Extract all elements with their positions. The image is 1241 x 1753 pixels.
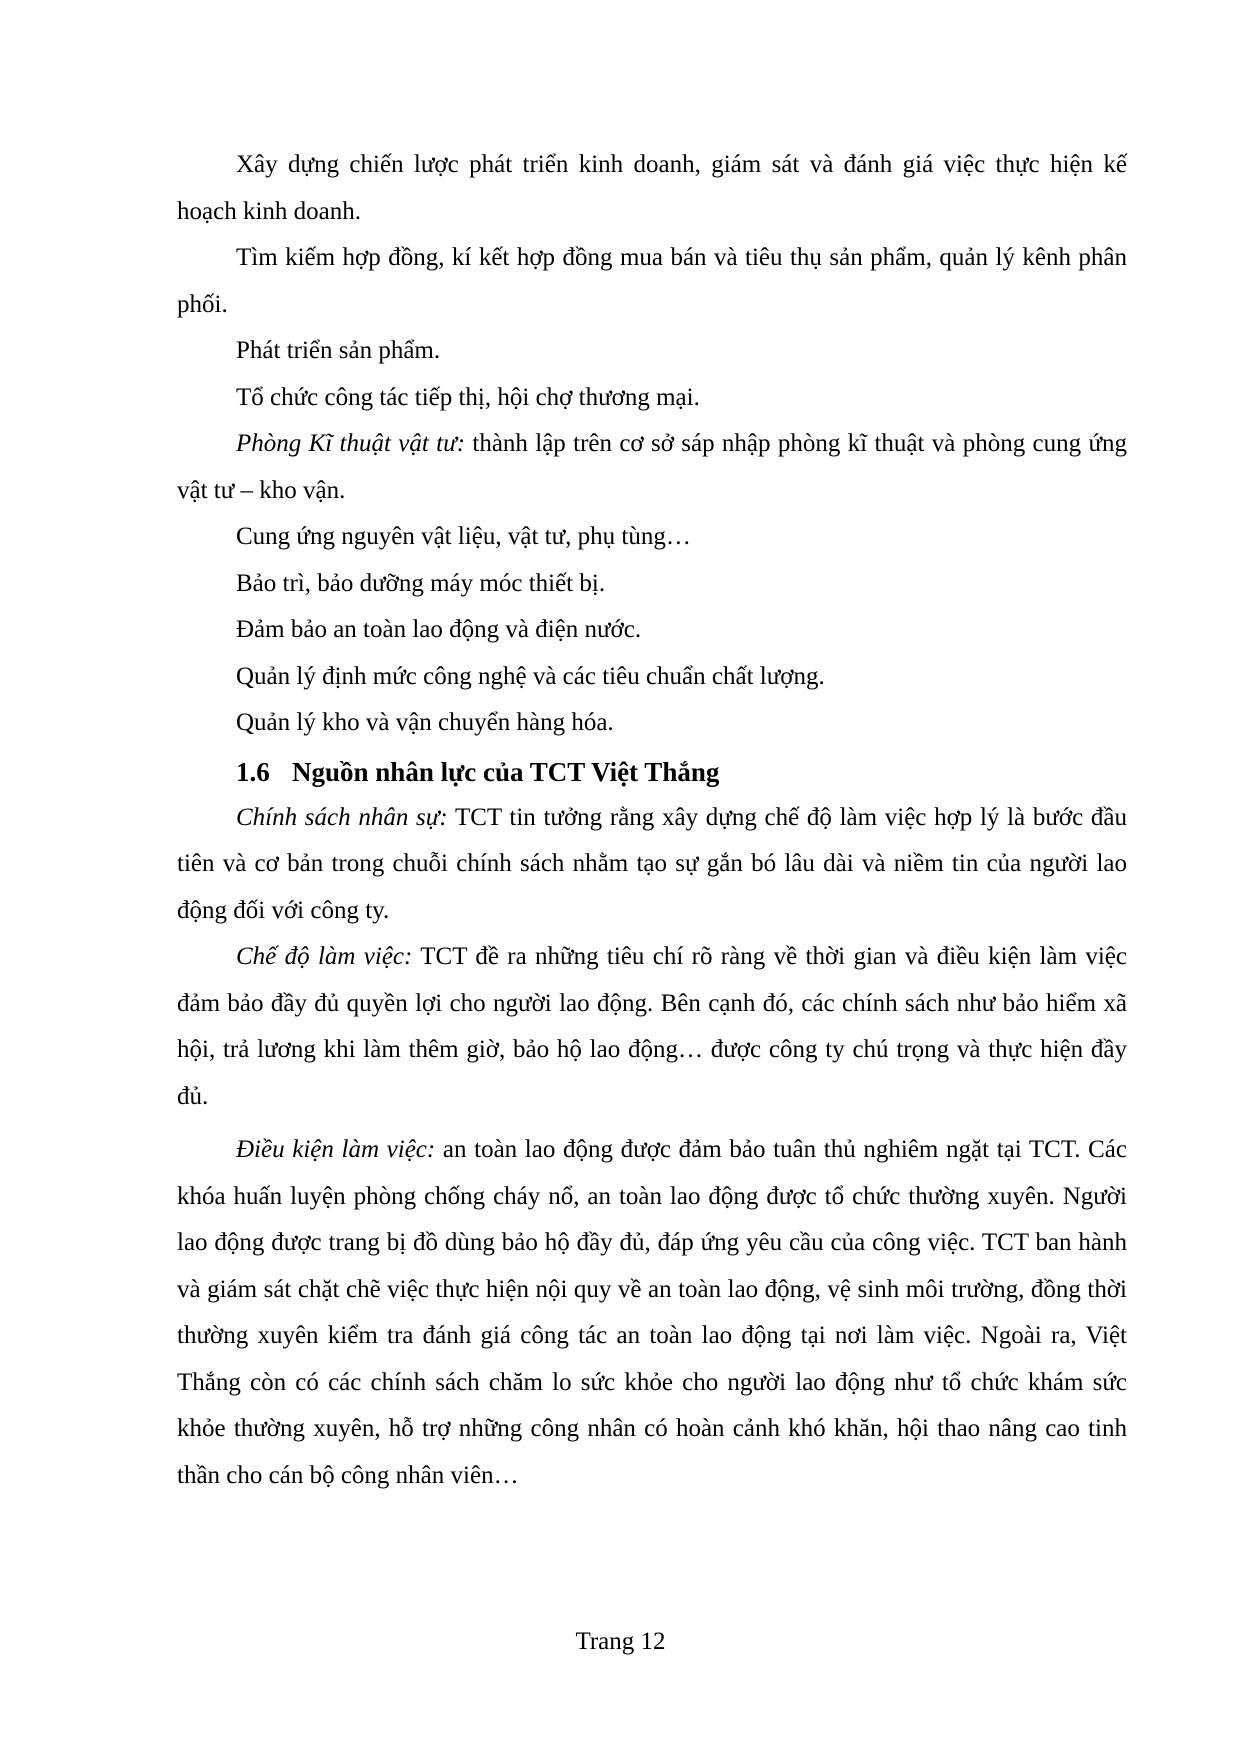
paragraph: Quản lý kho và vận chuyển hàng hóa. (236, 709, 614, 736)
paragraph: Đảm bảo an toàn lao động và điện nước. (236, 616, 642, 643)
paragraph (177, 421, 1127, 514)
paragraph: Phát triển sản phẩm. (236, 337, 441, 364)
paragraph (177, 934, 1127, 1120)
paragraph-lead: Chế độ làm việc: (236, 943, 413, 970)
section-title: Nguồn nhân lực của TCT Việt Thắng (292, 756, 720, 787)
page-body (177, 142, 1127, 1499)
paragraph-text: an toàn lao động được đảm bảo tuân thủ nghiêm ngặt tại TCT. Các khóa huấn luyện phòng chống cháy nổ, an toàn lao động được tổ chức thường xuyên. Người lao động được trang bị đồ dùng bảo hộ đầy đủ, đáp ứng yêu cầu của công việc. TCT ban hành và giám sát chặt chẽ việc thực hiện nội quy về an toàn lao động, vệ sinh môi trường, đồng thời thường xuyên kiểm tra đánh giá công tác an toàn lao động tại nơi làm việc. Ngoài ra, Việt Thắng còn có các chính sách chăm lo sức khỏe cho người lao động như tổ chức khám sức khỏe thường xuyên, hỗ trợ những công nhân có hoàn cảnh khó khăn, hội thao nâng cao tinh thần cho cán bộ công nhân viên… (177, 1136, 1127, 1489)
paragraph: Tổ chức công tác tiếp thị, hội chợ thương mại. (236, 383, 700, 411)
paragraph-lead: Chính sách nhân sự: (236, 803, 448, 831)
paragraph-text: thành lập trên cơ sở sáp nhập phòng kĩ thuật và phòng cung ứng vật tư – kho vận. (177, 430, 1127, 504)
section-heading (177, 749, 1127, 795)
paragraph-lead: Phòng Kĩ thuật vật tư: (236, 430, 466, 457)
paragraph-text: TCT đề ra những tiêu chí rõ ràng về thời gian và điều kiện làm việc đảm bảo đầy đủ quyền lợi cho người lao động. Bên cạnh đó, các chính sách như bảo hiểm xã hội, trả lương khi làm thêm giờ, bảo hộ lao động… được công ty chú trọng và thực hiện đầy đủ. (177, 943, 1127, 1110)
paragraph: Quản lý định mức công nghệ và các tiêu chuẩn chất lượng. (236, 662, 825, 690)
paragraph: Tìm kiếm hợp đồng, kí kết hợp đồng mua bán và tiêu thụ sản phẩm, quản lý kênh phân phối. (177, 244, 1127, 318)
page-number: Trang 12 (575, 1628, 666, 1655)
paragraph: Cung ứng nguyên vật liệu, vật tư, phụ tùng… (236, 523, 691, 550)
paragraph (177, 795, 1127, 935)
paragraph: Bảo trì, bảo dưỡng máy móc thiết bị. (236, 569, 606, 597)
paragraph (177, 1127, 1127, 1499)
section-number: 1.6 (236, 756, 270, 787)
paragraph: Xây dựng chiến lược phát triển kinh doanh, giám sát và đánh giá việc thực hiện kế hoạch kinh doanh. (177, 151, 1127, 225)
paragraph-text: TCT tin tưởng rằng xây dựng chế độ làm việc hợp lý là bước đầu tiên và cơ bản trong chuỗi chính sách nhằm tạo sự gắn bó lâu dài và niềm tin của người lao động đối với công ty. (177, 803, 1127, 924)
paragraph-lead: Điều kiện làm việc: (236, 1136, 436, 1163)
